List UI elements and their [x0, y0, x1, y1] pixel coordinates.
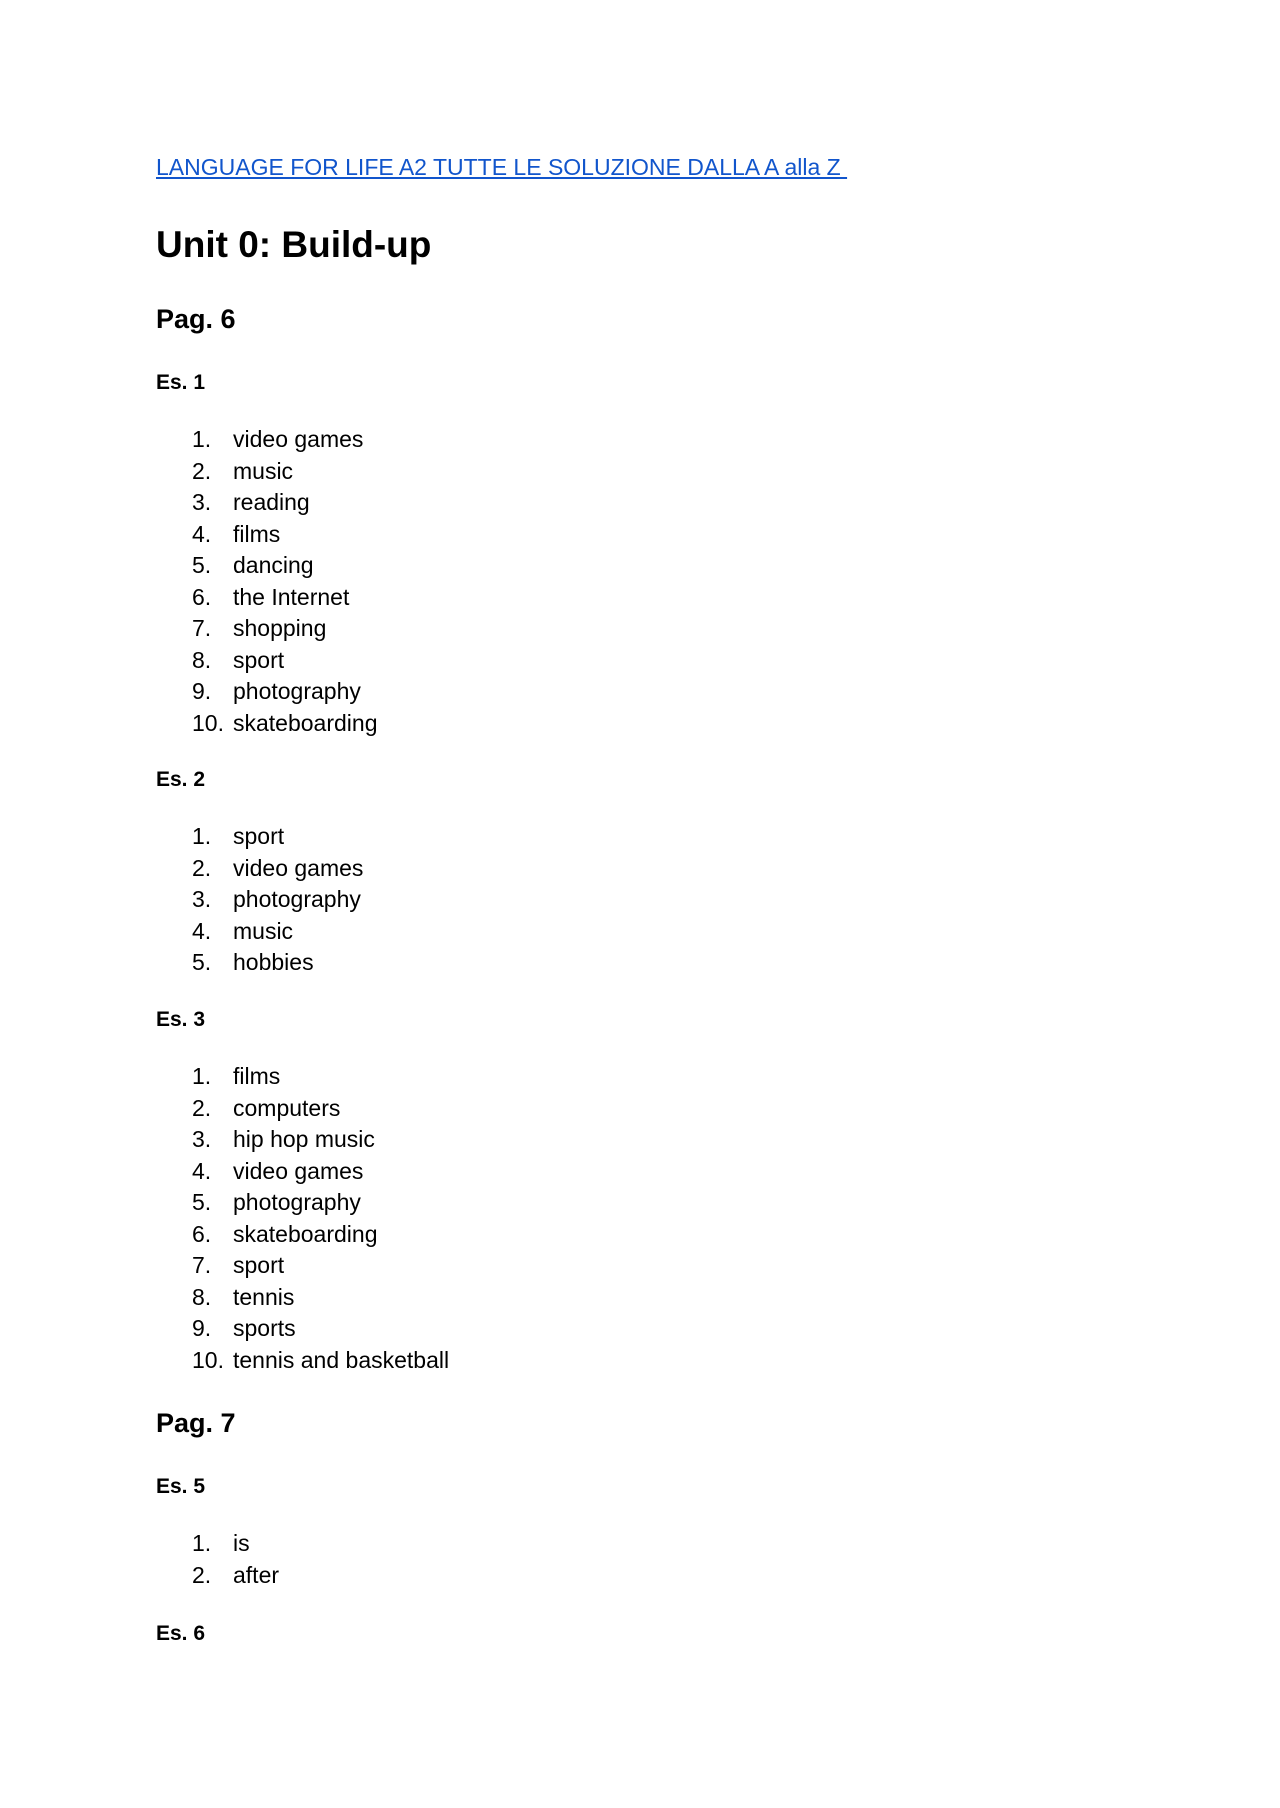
list-item-number: 1.	[192, 1063, 212, 1089]
list-item-text: sport	[233, 823, 285, 849]
list-item-text: hip hop music	[233, 1126, 375, 1152]
list-item-text: skateboarding	[233, 1220, 378, 1247]
list-item-text: music	[233, 917, 294, 944]
list-item-text: tennis	[233, 1283, 295, 1310]
list-item-number: 6.	[192, 1220, 212, 1247]
list-item-number: 4.	[192, 520, 212, 547]
list-item-text: sport	[233, 1252, 285, 1278]
list-item-number: 10.	[192, 709, 224, 736]
list-item-text: video games	[233, 426, 364, 452]
list-item-text: music	[233, 457, 294, 484]
list-item-text: dancing	[233, 552, 314, 578]
list-item-number: 5.	[192, 552, 212, 578]
list-item-text: video games	[233, 854, 364, 881]
list-item-number: 2.	[192, 1561, 212, 1588]
list-item-text: hobbies	[233, 949, 314, 975]
list-item-number: 1.	[192, 426, 212, 452]
list-item-text: photography	[233, 886, 361, 912]
list-item-number: 8.	[192, 1283, 212, 1310]
list-item-number: 4.	[192, 1157, 212, 1184]
list-item-text: reading	[233, 489, 310, 515]
list-item-text: skateboarding	[233, 709, 378, 736]
list-item-number: 2.	[192, 854, 212, 881]
list-item-number: 4.	[192, 917, 212, 944]
list-item-number: 1.	[192, 823, 212, 849]
list-item-text: is	[233, 1530, 250, 1556]
es-3-heading: Es. 3	[156, 1008, 206, 1031]
list-item-text: after	[233, 1561, 280, 1588]
list-item-text: sports	[233, 1315, 296, 1341]
list-item-text: the Internet	[233, 583, 350, 610]
solutions-link[interactable]: LANGUAGE FOR LIFE A2 TUTTE LE SOLUZIONE DALLA A alla Z	[156, 154, 848, 180]
list-item-number: 2.	[192, 457, 212, 484]
list-item-number: 5.	[192, 1189, 212, 1215]
unit-title: Unit 0: Build-up	[156, 224, 432, 265]
list-item-number: 7.	[192, 615, 212, 641]
list-item-number: 3.	[192, 1126, 212, 1152]
list-item-text: tennis and basketball	[233, 1346, 450, 1373]
list-item-text: films	[233, 520, 281, 547]
list-item-text: films	[233, 1063, 281, 1089]
list-item-number: 9.	[192, 1315, 212, 1341]
pag-6-heading: Pag. 6	[156, 304, 236, 334]
list-item-number: 8.	[192, 646, 212, 673]
list-item-number: 7.	[192, 1252, 212, 1278]
list-item-number: 3.	[192, 489, 212, 515]
list-item-text: photography	[233, 678, 361, 704]
pag-7-heading: Pag. 7	[156, 1408, 236, 1438]
es-2-heading: Es. 2	[156, 768, 206, 791]
list-item-text: shopping	[233, 615, 327, 641]
list-item-text: photography	[233, 1189, 361, 1215]
list-item-text: video games	[233, 1157, 364, 1184]
list-item-text: computers	[233, 1094, 341, 1121]
list-item-text: sport	[233, 646, 285, 673]
list-item-number: 3.	[192, 886, 212, 912]
list-item-number: 1.	[192, 1530, 212, 1556]
list-item-number: 10.	[192, 1346, 224, 1373]
es-5-heading: Es. 5	[156, 1475, 206, 1498]
es-1-heading: Es. 1	[156, 371, 206, 394]
list-item-number: 6.	[192, 583, 212, 610]
es-6-heading: Es. 6	[156, 1622, 206, 1645]
list-item-number: 9.	[192, 678, 212, 704]
list-item-number: 2.	[192, 1094, 212, 1121]
list-item-number: 5.	[192, 949, 212, 975]
